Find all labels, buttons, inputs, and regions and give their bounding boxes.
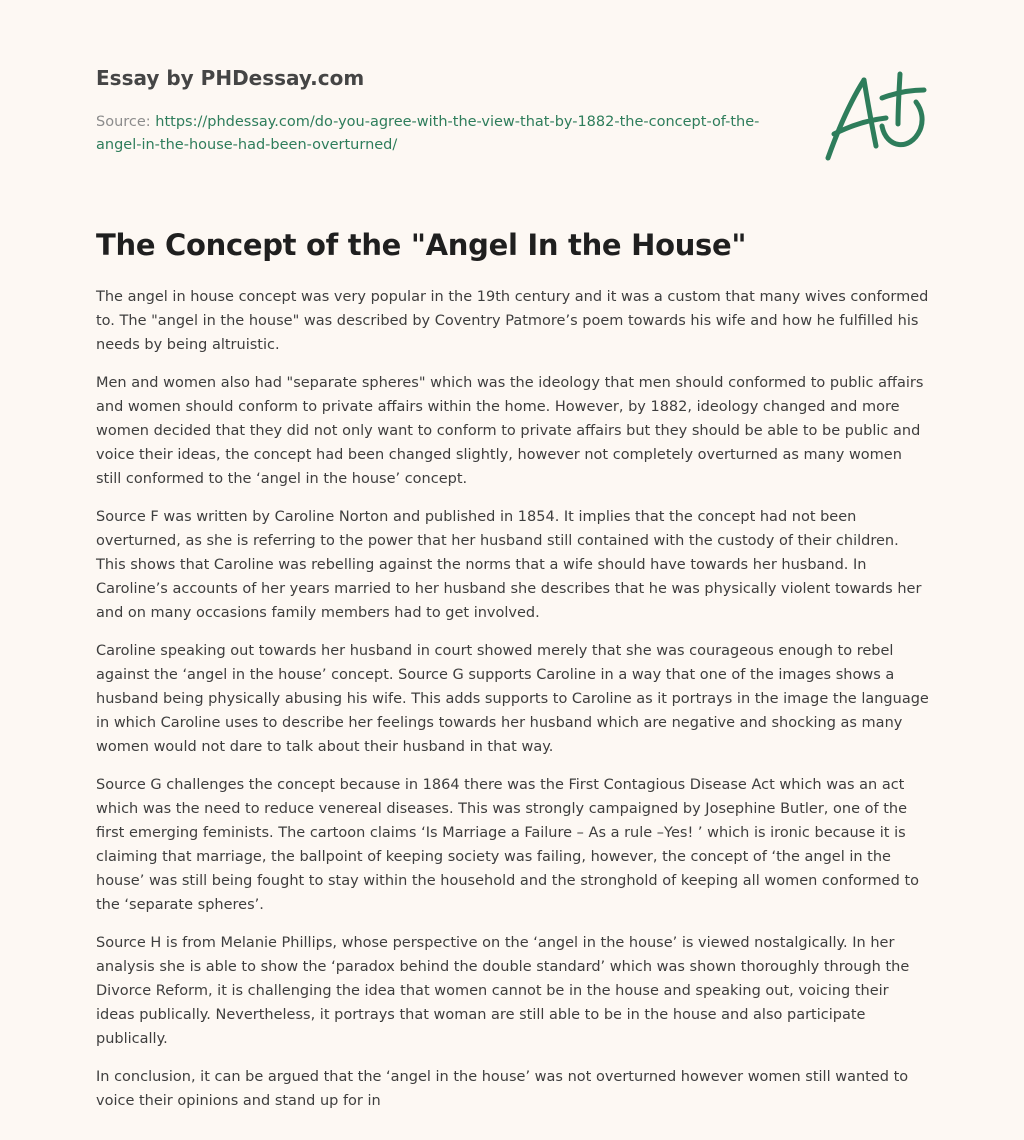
site-title: Essay by PHDessay.com xyxy=(96,66,365,90)
essay-paragraph: Source F was written by Caroline Norton and published in 1854. It implies that the concept had not been overturned, as she is referring to the power that her husband still contained with the custody of their children. This shows that Caroline was rebelling against the norms that a wife should have towards her husband. In Caroline’s accounts of her years married to her husband she describes that he was physically violent towards her and on many occasions family members had to get involved. xyxy=(96,509,922,621)
essay-paragraph: In conclusion, it can be argued that the ‘angel in the house’ was not overturned however women still wanted to voice their opinions and stand up for in xyxy=(96,1069,909,1109)
source-line xyxy=(96,111,776,157)
essay-paragraph: Men and women also had "separate spheres" which was the ideology that men should conformed to public affairs and women should conform to private affairs within the home. However, by 1882, ideology changed and more women decided that they did not only want to conform to private affairs but they should be able to be public and voice their ideas, the concept had been changed slightly, however not completely overturned as many women still conformed to the ‘angel in the house’ concept. xyxy=(96,375,924,487)
essay-title: The Concept of the "Angel In the House" xyxy=(96,228,747,262)
a-plus-logo-icon xyxy=(820,68,930,164)
essay-paragraph: The angel in house concept was very popular in the 19th century and it was a custom that many wives conformed to. The "angel in the house" was described by Coventry Patmore’s poem towards his wife and how he fulfilled his needs by being altruistic. xyxy=(96,289,929,353)
essay-body xyxy=(96,285,930,1127)
essay-paragraph: Source G challenges the concept because in 1864 there was the First Contagious Disease Act which was an act which was the need to reduce venereal diseases. This was strongly campaigned by Josephine Butler, one of the first emerging feminists. The cartoon claims ‘Is Marriage a Failure – As a rule –Yes! ’ which is ironic because it is claiming that marriage, the ballpoint of keeping society was failing, however, the concept of ‘the angel in the house’ was still being fought to stay within the household and the stronghold of keeping all women conformed to the ‘separate spheres’. xyxy=(96,777,920,913)
source-label: Source: xyxy=(96,114,156,130)
essay-paragraph: Source H is from Melanie Phillips, whose perspective on the ‘angel in the house’ is viewed nostalgically. In her analysis she is able to show the ‘paradox behind the double standard’ which was shown thoroughly through the Divorce Reform, it is challenging the idea that women cannot be in the house and speaking out, voicing their ideas publically. Nevertheless, it portrays that woman are still able to be in the house and also participate publically. xyxy=(96,935,910,1047)
essay-paragraph: Caroline speaking out towards her husband in court showed merely that she was courageous enough to rebel against the ‘angel in the house’ concept. Source G supports Caroline in a way that one of the images shows a husband being physically abusing his wife. This adds supports to Caroline as it portrays in the image the language in which Caroline uses to describe her feelings towards her husband which are negative and shocking as many women would not dare to talk about their husband in that way. xyxy=(96,643,929,755)
source-link[interactable]: https://phdessay.com/do-you-agree-with-the-view-that-by-1882-the-concept-of-the-angel-in-the-house-had-been-overturned/ xyxy=(96,114,760,153)
